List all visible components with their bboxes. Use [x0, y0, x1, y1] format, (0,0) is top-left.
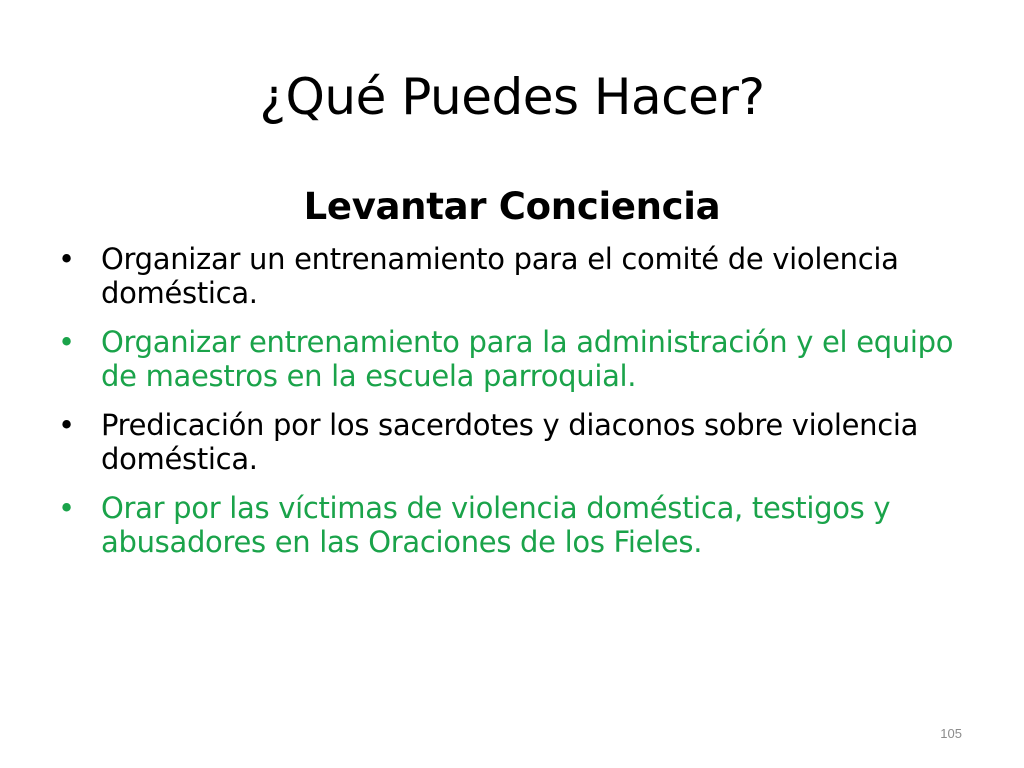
bullet-icon: •: [58, 325, 75, 359]
bullet-item: [58, 408, 978, 476]
slide-title: ¿Qué Puedes Hacer?: [259, 68, 765, 126]
bullet-text: Orar por las víctimas de violencia doméstica, testigos y abusadores en las Oraciones de los Fieles.: [101, 491, 891, 559]
bullet-text: Organizar un entrenamiento para el comité de violencia doméstica.: [101, 242, 899, 310]
page-number: 105: [940, 726, 962, 741]
bullet-icon: •: [58, 408, 75, 442]
slide-subtitle: Levantar Conciencia: [303, 185, 721, 228]
bullet-icon: •: [58, 491, 75, 525]
bullet-icon: •: [58, 242, 75, 276]
bullet-item: [58, 491, 978, 559]
bullet-text: Predicación por los sacerdotes y diaconos sobre violencia doméstica.: [101, 408, 919, 476]
bullet-list: [58, 242, 978, 574]
bullet-item: [58, 242, 978, 310]
bullet-item: [58, 325, 978, 393]
bullet-text: Organizar entrenamiento para la administración y el equipo de maestros en la escuela parroquial.: [101, 325, 954, 393]
